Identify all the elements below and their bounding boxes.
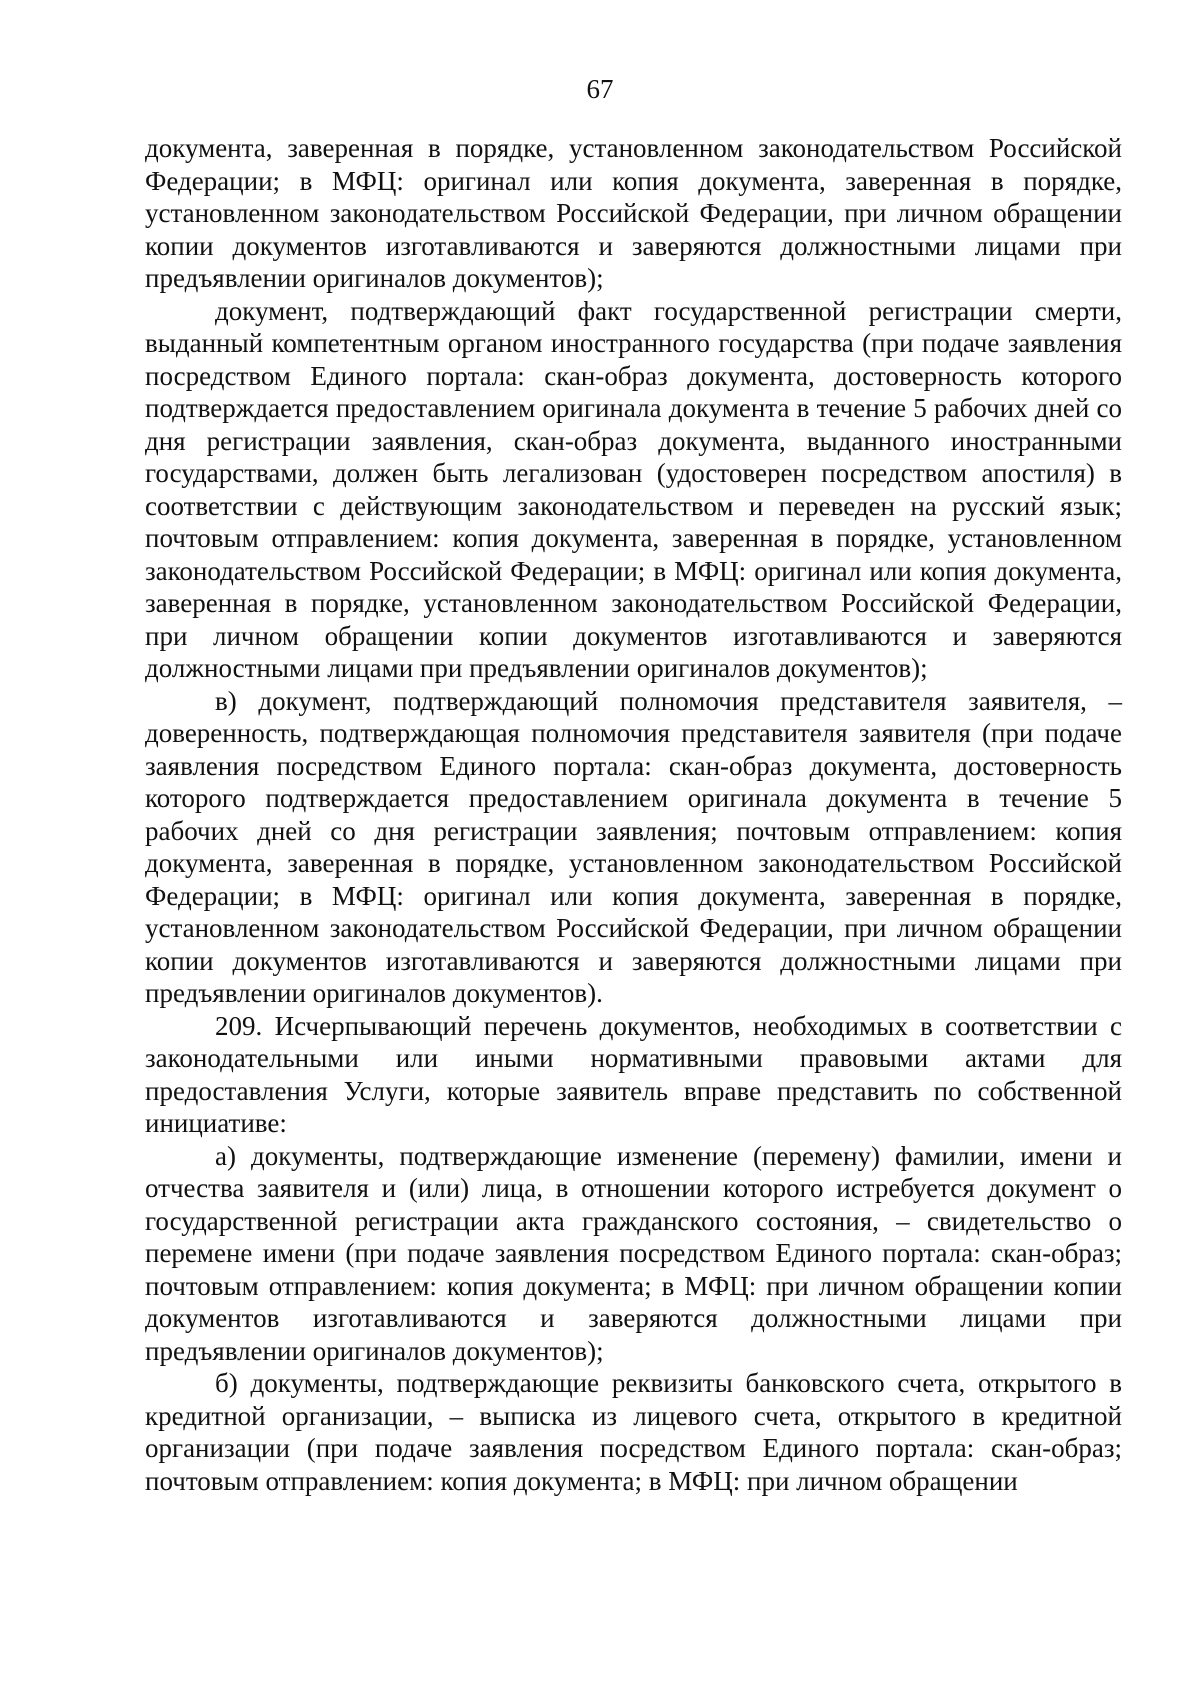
paragraph-death-registration-document: документ, подтверждающий факт государственной регистрации смерти, выданный компетентным органом иностранного государства (при подаче заявления посредством Единого портала: скан-образ документа, достоверность которого подтверждается предоставлением оригинала документа в течение 5 рабочих дней со дня регистрации заявления, скан-образ документа, выданного иностранными государствами, должен быть легализован (удостоверен посредством апостиля) в соответствии с действующим законодательством и переведен на русский язык; почтовым отправлением: копия документа, заверенная в порядке, установленном законодательством Российской Федерации; в МФЦ: оригинал или копия документа, заверенная в порядке, установленном законодательством Российской Федерации, при личном обращении копии документов изготавливаются и заверяются должностными лицами при предъявлении оригиналов документов); [145, 295, 1122, 683]
paragraph-209: 209. Исчерпывающий перечень документов, необходимых в соответствии с законодательными или иными нормативными правовыми актами для предоставления Услуги, которые заявитель вправе представить по собственной инициативе: [145, 1010, 1122, 1138]
document-body [145, 132, 1122, 1497]
paragraph-item-v-power-of-attorney: в) документ, подтверждающий полномочия представителя заявителя, – доверенность, подтверждающая полномочия представителя заявителя (при подаче заявления посредством Единого портала: скан-образ документа, достоверность которого подтверждается предоставлением оригинала документа в течение 5 рабочих дней со дня регистрации заявления; почтовым отправлением: копия документа, заверенная в порядке, установленном законодательством Российской Федерации; в МФЦ: оригинал или копия документа, заверенная в порядке, установленном законодательством Российской Федерации, при личном обращении копии документов изготавливаются и заверяются должностными лицами при предъявлении оригиналов документов). [145, 685, 1122, 1008]
paragraph-item-a-name-change: а) документы, подтверждающие изменение (перемену) фамилии, имени и отчества заявителя и (или) лица, в отношении которого истребуется документ о государственной регистрации акта гражданского состояния, – свидетельство о перемене имени (при подаче заявления посредством Единого портала: скан-образ; почтовым отправлением: копия документа; в МФЦ: при личном обращении копии документов изготавливаются и заверяются должностными лицами при предъявлении оригиналов документов); [145, 1140, 1122, 1366]
paragraph-continuation: документа, заверенная в порядке, установленном законодательством Российской Федерации; в МФЦ: оригинал или копия документа, заверенная в порядке, установленном законодательством Российской Федерации, при личном обращении копии документов изготавливаются и заверяются должностными лицами при предъявлении оригиналов документов); [145, 133, 1122, 293]
paragraph-item-b-bank-account: б) документы, подтверждающие реквизиты банковского счета, открытого в кредитной организации, – выписка из лицевого счета, открытого в кредитной организации (при подаче заявления посредством Единого портала: скан-образ; почтовым отправлением: копия документа; в МФЦ: при личном обращении [145, 1368, 1122, 1496]
page-number: 67 [586, 74, 614, 104]
